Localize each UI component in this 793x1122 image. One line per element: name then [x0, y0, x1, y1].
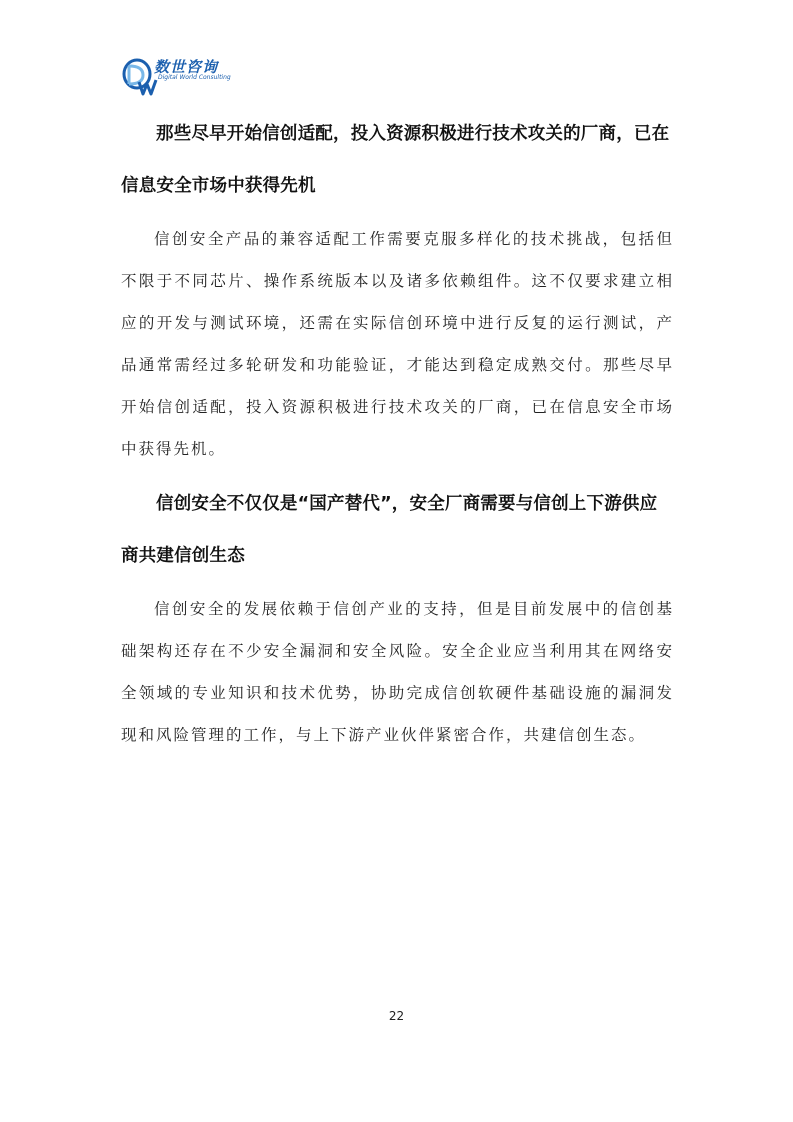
section-paragraph-1: 信创安全产品的兼容适配工作需要克服多样化的技术挑战，包括但不限于不同芯片、操作系统版本以及诸多依赖组件。这不仅要求建立相应的开发与测试环境，还需在实际信创环境中进行反复的运行测试，产品通常需经过多轮研发和功能验证，才能达到稳定成熟交付。那些尽早开始信创适配，投入资源积极进行技术攻关的厂商，已在信息安全市场中获得先机。	[121, 230, 674, 458]
section-heading-1: 那些尽早开始信创适配，投入资源积极进行技术攻关的厂商，已在信息安全市场中获得先机	[121, 124, 670, 196]
document-body	[121, 108, 674, 764]
logo-name-en: Digital World Consulting	[158, 74, 231, 81]
company-logo	[121, 52, 251, 98]
logo-name-cn: 数世咨询	[154, 58, 219, 76]
section-paragraph-2: 信创安全的发展依赖于信创产业的支持，但是目前发展中的信创基础架构还存在不少安全漏洞和安全风险。安全企业应当利用其在网络安全领域的专业知识和技术优势，协助完成信创软硬件基础设施的漏洞发现和风险管理的工作，与上下游产业伙伴紧密合作，共建信创生态。	[121, 600, 674, 744]
page-number: 22	[388, 1009, 405, 1023]
section-heading-2: 信创安全不仅仅是“国产替代”，安全厂商需要与信创上下游供应商共建信创生态	[121, 494, 658, 566]
